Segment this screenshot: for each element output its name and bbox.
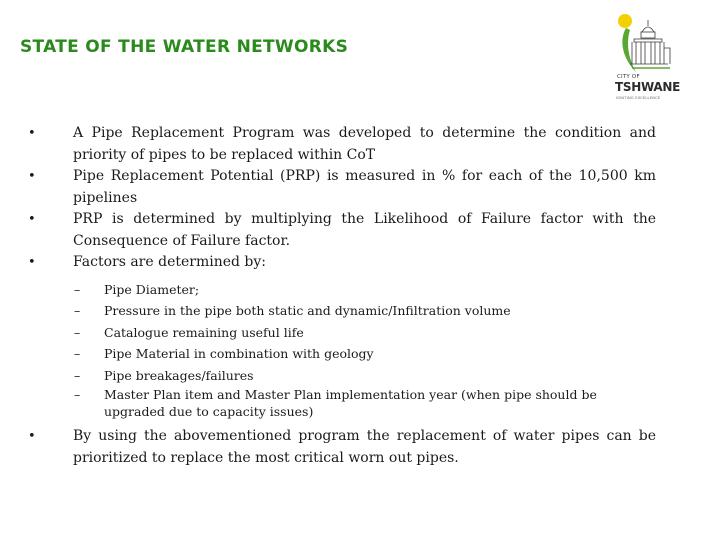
bullet-marker: •	[28, 169, 36, 184]
dash-marker: –	[74, 346, 81, 361]
bullet-item	[26, 166, 656, 209]
sub-bullet-item	[26, 343, 656, 365]
sub-bullet-text: Pipe breakages/failures	[104, 367, 254, 383]
bullet-item	[26, 123, 656, 166]
sub-bullet-text: Pipe Material in combination with geology	[104, 346, 374, 361]
bullet-item	[26, 209, 656, 252]
dash-marker: –	[74, 387, 81, 402]
sub-bullet-item	[26, 365, 656, 387]
bullet-text: Factors are determined by:	[73, 254, 267, 270]
logo-tshwane-text: TSHWANE	[615, 80, 680, 94]
sub-bullet-item	[26, 322, 656, 344]
sub-bullet-text: Pipe Diameter;	[104, 281, 200, 297]
sub-bullet-list	[26, 279, 656, 421]
bullet-text: PRP is determined by multiplying the Likelihood of Failure factor with the Consequence of Failure factor.	[73, 211, 656, 249]
bullet-text: A Pipe Replacement Program was developed to determine the condition and priority of pipes to be replaced within CoT	[73, 125, 656, 163]
bullet-text: Pipe Replacement Potential (PRP) is measured in % for each of the 10,500 km pipelines	[73, 168, 656, 206]
bullet-marker: •	[28, 212, 36, 227]
dash-marker: –	[74, 303, 81, 318]
dash-marker: –	[74, 324, 81, 340]
bullet-item	[26, 252, 656, 274]
sub-bullet-text: Catalogue remaining useful life	[104, 324, 304, 340]
sub-bullet-item	[26, 279, 656, 301]
bullet-marker: •	[28, 429, 36, 444]
sub-bullet-item	[26, 300, 656, 322]
sub-bullet-text: Pressure in the pipe both static and dynamic/Infiltration volume	[104, 303, 511, 318]
dash-marker: –	[74, 367, 81, 383]
bullet-text: By using the abovementioned program the replacement of water pipes can be prioritized to replace the most critical worn out pipes.	[73, 428, 656, 466]
logo-city-of-text: CITY OF	[617, 74, 640, 80]
slide-title: STATE OF THE WATER NETWORKS	[20, 37, 349, 57]
bullet-marker: •	[28, 255, 36, 270]
bullet-marker: •	[28, 126, 36, 141]
sub-bullet-text: Master Plan item and Master Plan implementation year (when pipe should be upgraded due to capacity issues)	[104, 387, 597, 419]
sub-bullet-item	[26, 386, 656, 420]
dash-marker: –	[74, 281, 81, 297]
slide-body	[26, 123, 656, 469]
logo-tagline: IGNITING EXCELLENCE	[616, 96, 661, 100]
bullet-item	[26, 426, 656, 469]
